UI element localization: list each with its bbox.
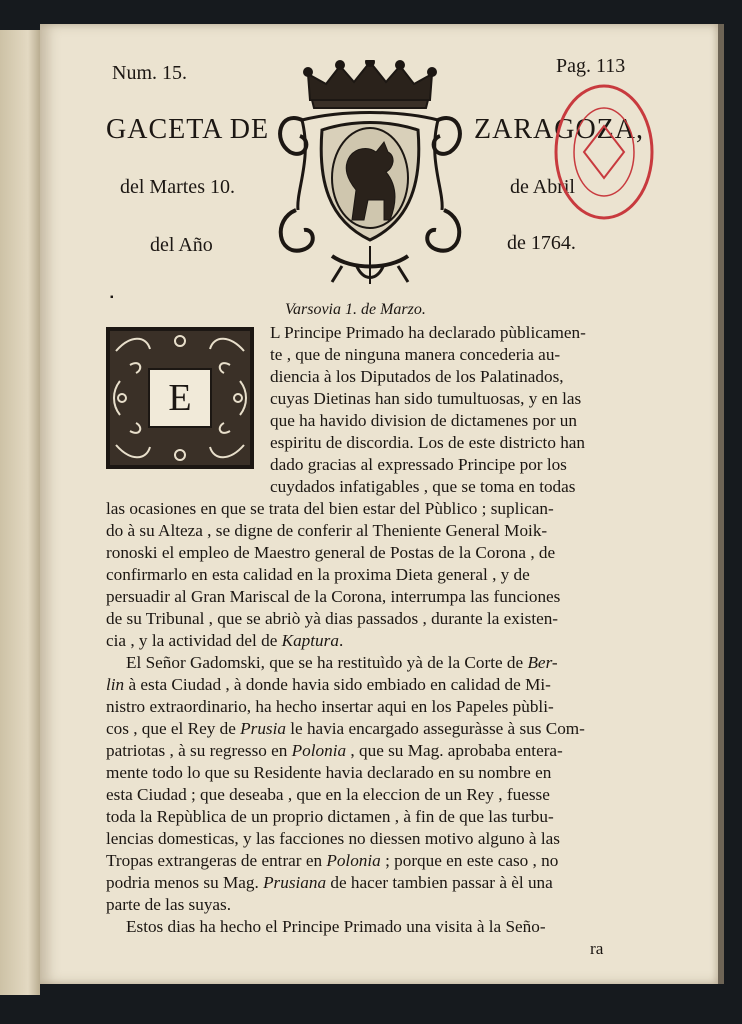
text-line: parte de las suyas. xyxy=(106,895,232,914)
date-weekday: del Martes 10. xyxy=(120,176,235,198)
decorated-initial xyxy=(106,327,254,469)
date-month: de Abril xyxy=(510,176,575,198)
previous-page-edge xyxy=(0,30,40,995)
date-year: de 1764. xyxy=(507,232,576,254)
text-line: L Principe Primado ha declarado pùblicamen- xyxy=(270,323,586,342)
article-dateline: Varsovia 1. de Marzo. xyxy=(285,301,426,318)
text-line: toda la Repùblica de un proprio dictamen , à fin de que las turbu- xyxy=(106,807,554,826)
library-stamp xyxy=(552,82,656,222)
text-line: cuydados infatigables , que se toma en todas xyxy=(270,477,576,496)
text-line: Tropas extrangeras de entrar en Polonia ; porque en este caso , no xyxy=(106,851,559,870)
initial-letter: E xyxy=(148,368,212,428)
text-line: cos , que el Rey de Prusia le havia encargado asseguràsse à sus Com- xyxy=(106,719,585,738)
issue-number: Num. 15. xyxy=(112,62,187,84)
text-line: dado gracias al expressado Principe por los xyxy=(270,455,567,474)
text-line: las ocasiones en que se trata del bien estar del Pùblico ; suplican- xyxy=(106,499,554,518)
text-line: persuadir al Gran Mariscal de la Corona, interrumpa las funciones xyxy=(106,587,561,606)
text-line: lin à esta Ciudad , à donde havia sido embiado en calidad de Mi- xyxy=(106,675,551,694)
title-right: ZARAGOZA, xyxy=(474,114,644,145)
text-line: nistro extraordinario, ha hecho insertar aqui en los Papeles pùbli- xyxy=(106,697,554,716)
text-line: patriotas , à su regresso en Polonia , que su Mag. aprobaba entera- xyxy=(106,741,563,760)
text-line: El Señor Gadomski, que se ha restituìdo yà de la Corte de Ber- xyxy=(126,653,558,672)
page-edge-shadow xyxy=(718,24,724,984)
date-year-label: del Año xyxy=(150,234,213,256)
text-line: que ha havido division de dictamenes por un xyxy=(270,411,577,430)
text-line: te , que de ninguna manera concederia au- xyxy=(270,345,561,364)
text-line: lencias domesticas, y las facciones no diessen motivo alguno à las xyxy=(106,829,560,848)
page-number: Pag. 113 xyxy=(556,55,626,77)
title-left: GACETA DE xyxy=(106,114,270,145)
ornament-mark: ▪ xyxy=(110,292,114,303)
text-line: Estos dias ha hecho el Principe Primado una visita à la Seño- xyxy=(126,917,546,936)
coat-of-arms-image xyxy=(272,60,468,288)
text-line: confirmarlo en esta calidad en la proxima Dieta general , y de xyxy=(106,565,530,584)
catchword: ra xyxy=(590,939,604,958)
text-line: espiritu de discordia. Los de este districto han xyxy=(270,433,586,452)
text-line: de su Tribunal , que se abriò yà dias passados , durante la existen- xyxy=(106,609,559,628)
text-line: cia , y la actividad del de Kaptura. xyxy=(106,631,344,650)
text-line: mente todo lo que su Residente havia declarado en su nombre en xyxy=(106,763,552,782)
text-line: cuyas Dietinas han sido tumultuosas, y en las xyxy=(270,389,582,408)
text-line: do à su Alteza , se digne de conferir al Theniente General Moik- xyxy=(106,521,548,540)
text-line: ronoski el empleo de Maestro general de Postas de la Corona , de xyxy=(106,543,556,562)
text-line: esta Ciudad ; que deseaba , que en la eleccion de un Rey , fuesse xyxy=(106,785,550,804)
text-line: diencia à los Diputados de los Palatinados, xyxy=(270,367,564,386)
text-line: podria menos su Mag. Prusiana de hacer tambien passar à èl una xyxy=(106,873,553,892)
